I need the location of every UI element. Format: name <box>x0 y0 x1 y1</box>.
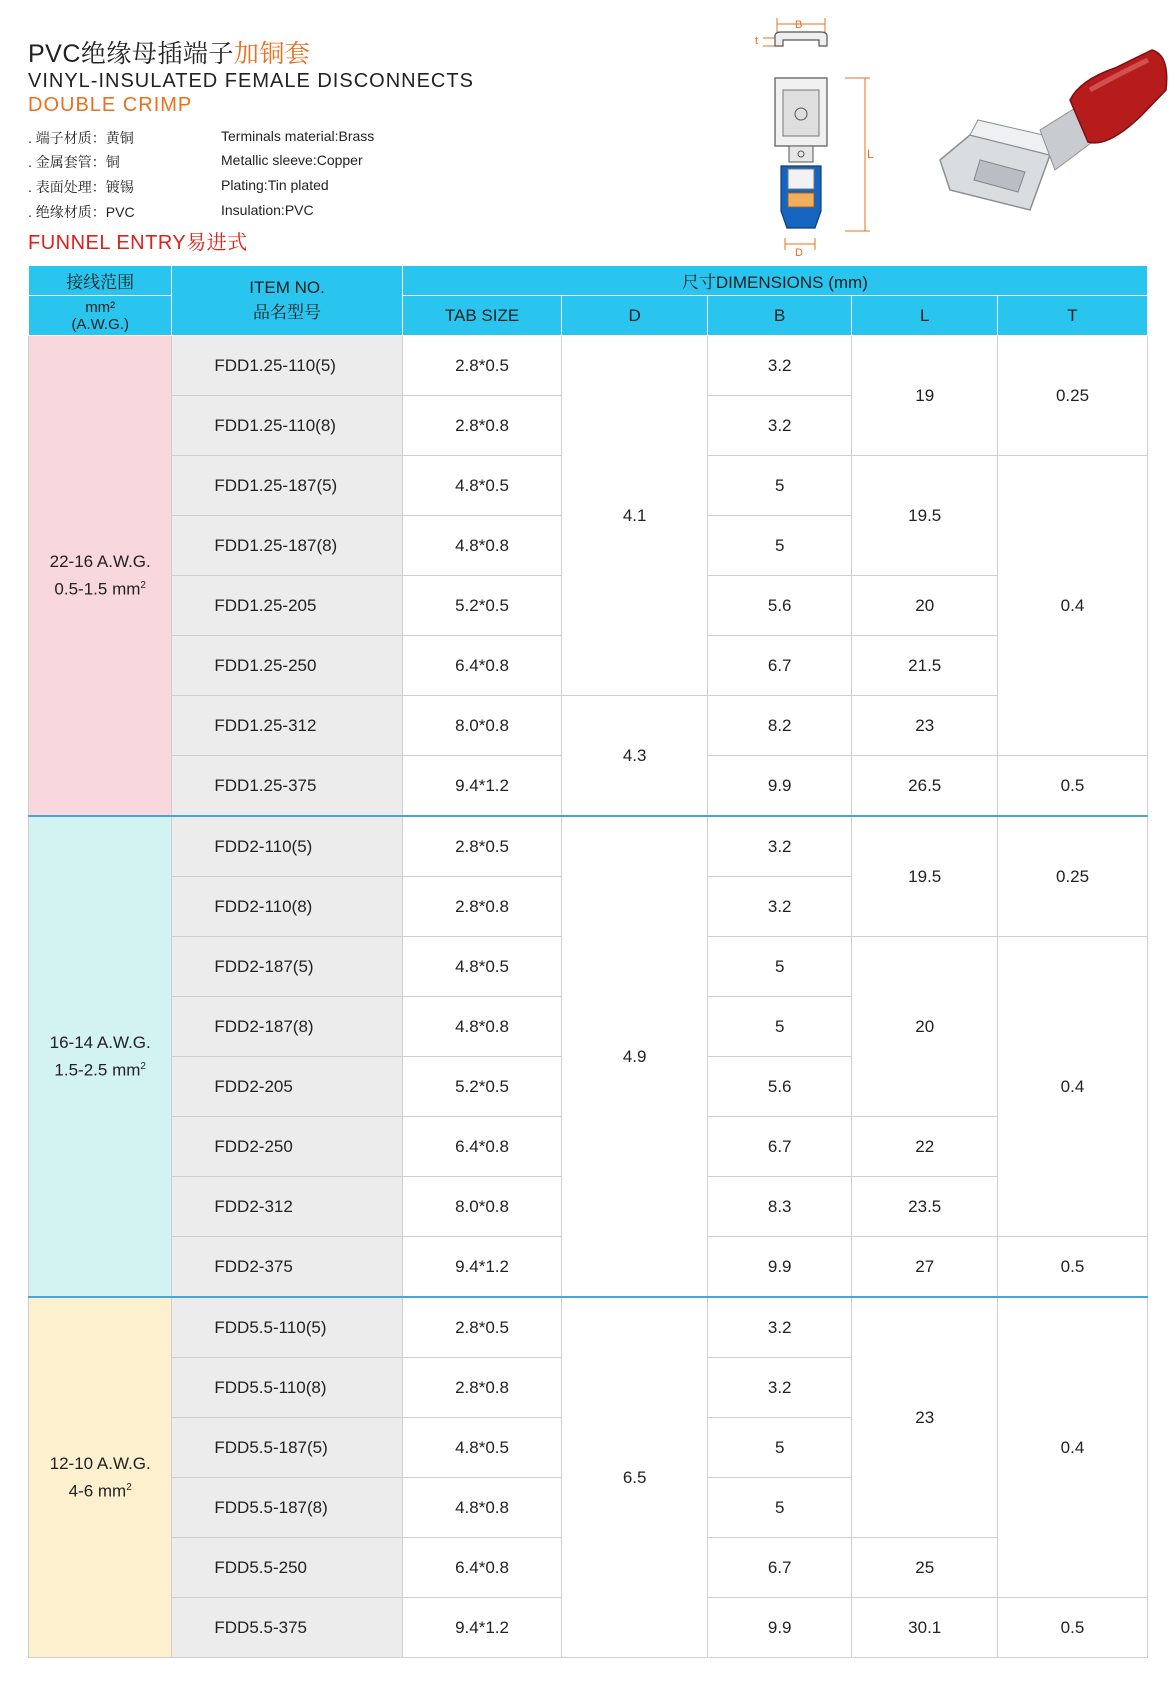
dim-b: 5 <box>707 1478 851 1538</box>
range-mm: 0.5-1.5 mm <box>54 579 141 599</box>
item-no: FDD2-375 <box>172 1237 402 1298</box>
item-no: FDD5.5-110(8) <box>172 1358 402 1418</box>
dim-b: 5 <box>707 937 851 997</box>
item-no: FDD1.25-312 <box>172 696 402 756</box>
tab-size: 8.0*0.8 <box>402 1177 562 1237</box>
item-no: FDD5.5-187(5) <box>172 1418 402 1478</box>
tab-size: 6.4*0.8 <box>402 636 562 696</box>
label-d: D <box>795 247 803 256</box>
range-sup: 2 <box>126 1481 132 1493</box>
item-no: FDD2-187(8) <box>172 997 402 1057</box>
tab-size: 9.4*1.2 <box>402 756 562 817</box>
dim-b: 3.2 <box>707 1297 851 1358</box>
tab-size: 5.2*0.5 <box>402 1057 562 1117</box>
header-t: T <box>998 296 1148 336</box>
table-row <box>29 336 1148 396</box>
wire-range-cell <box>29 1297 172 1658</box>
tab-size: 5.2*0.5 <box>402 576 562 636</box>
header-item-en: ITEM NO. <box>249 278 325 297</box>
tab-size: 2.8*0.8 <box>402 396 562 456</box>
table-row <box>29 816 1148 877</box>
item-no: FDD5.5-375 <box>172 1598 402 1658</box>
dim-l: 23 <box>852 1297 998 1538</box>
dim-b: 5 <box>707 1418 851 1478</box>
subtitle: DOUBLE CRIMP <box>28 94 193 116</box>
terminal-dimension-drawing <box>755 6 875 256</box>
dim-t: 0.5 <box>998 1598 1148 1658</box>
header-range-unit <box>29 296 172 336</box>
label-t: t <box>755 35 759 47</box>
item-no: FDD2-205 <box>172 1057 402 1117</box>
dim-t: 0.4 <box>998 456 1148 756</box>
spec-en: Insulation:PVC <box>221 202 314 218</box>
dim-b: 5.6 <box>707 1057 851 1117</box>
title-en: VINYL-INSULATED FEMALE DISCONNECTS <box>28 70 474 92</box>
dim-b: 5 <box>707 456 851 516</box>
item-no: FDD2-110(8) <box>172 877 402 937</box>
dim-l: 26.5 <box>852 756 998 817</box>
range-mm: 1.5-2.5 mm <box>54 1060 141 1080</box>
dim-t: 0.5 <box>998 1237 1148 1298</box>
tab-size: 2.8*0.8 <box>402 1358 562 1418</box>
dim-b: 5 <box>707 997 851 1057</box>
item-no: FDD1.25-110(5) <box>172 336 402 396</box>
dim-l: 23.5 <box>852 1177 998 1237</box>
item-no: FDD1.25-375 <box>172 756 402 817</box>
dim-b: 8.3 <box>707 1177 851 1237</box>
spec-en: Metallic sleeve:Copper <box>221 152 363 168</box>
dim-t: 0.4 <box>998 1297 1148 1598</box>
dim-b: 6.7 <box>707 636 851 696</box>
wire-range-cell <box>29 816 172 1297</box>
spec-cn: . 表面处理：镀锡 <box>28 179 134 195</box>
dim-l: 23 <box>852 696 998 756</box>
dim-t: 0.25 <box>998 816 1148 937</box>
item-no: FDD2-110(5) <box>172 816 402 877</box>
range-awg: 22-16 A.W.G. <box>49 551 151 571</box>
item-no: FDD5.5-110(5) <box>172 1297 402 1358</box>
dim-l: 21.5 <box>852 636 998 696</box>
spec-cn: . 端子材质：黄铜 <box>28 130 134 146</box>
dim-b: 6.7 <box>707 1117 851 1177</box>
dim-b: 5 <box>707 516 851 576</box>
item-no: FDD1.25-250 <box>172 636 402 696</box>
header-range-cn: 接线范围 <box>29 266 172 296</box>
table-row <box>29 696 1148 756</box>
spec-en: Terminals material:Brass <box>221 128 375 144</box>
item-no: FDD5.5-250 <box>172 1538 402 1598</box>
header-d: D <box>562 296 708 336</box>
dim-b: 9.9 <box>707 756 851 817</box>
title-cn-accent: 加铜套 <box>233 40 311 68</box>
dim-b: 3.2 <box>707 336 851 396</box>
range-awg: 16-14 A.W.G. <box>49 1032 151 1052</box>
range-mm: 4-6 mm <box>68 1481 127 1501</box>
tab-size: 9.4*1.2 <box>402 1598 562 1658</box>
dim-b: 3.2 <box>707 877 851 937</box>
dim-l: 20 <box>852 576 998 636</box>
dim-b: 6.7 <box>707 1538 851 1598</box>
dim-d: 4.9 <box>562 816 708 1297</box>
item-no: FDD1.25-205 <box>172 576 402 636</box>
tab-size: 4.8*0.8 <box>402 997 562 1057</box>
tab-size: 4.8*0.5 <box>402 937 562 997</box>
dim-l: 27 <box>852 1237 998 1298</box>
dim-l: 19.5 <box>852 816 998 937</box>
dim-b: 3.2 <box>707 816 851 877</box>
dim-b: 9.9 <box>707 1598 851 1658</box>
item-no: FDD1.25-110(8) <box>172 396 402 456</box>
header-range-mm: mm² <box>85 298 116 316</box>
item-no: FDD2-187(5) <box>172 937 402 997</box>
header-dimensions: 尺寸DIMENSIONS (mm) <box>402 266 1147 296</box>
dim-l: 30.1 <box>852 1598 998 1658</box>
dim-b: 3.2 <box>707 396 851 456</box>
dim-l: 19 <box>852 336 998 456</box>
tab-size: 4.8*0.8 <box>402 1478 562 1538</box>
header-range-awg: (A.W.G.) <box>71 315 129 333</box>
tab-size: 2.8*0.5 <box>402 336 562 396</box>
terminal-product-photo <box>930 20 1170 240</box>
tab-size: 6.4*0.8 <box>402 1538 562 1598</box>
spec-cn: . 金属套管：铜 <box>28 154 120 170</box>
spec-en: Plating:Tin plated <box>221 177 329 193</box>
tab-size: 6.4*0.8 <box>402 1117 562 1177</box>
tab-size: 2.8*0.5 <box>402 1297 562 1358</box>
title-cn: PVC绝缘母插端子 <box>28 40 234 68</box>
dim-d: 4.1 <box>562 336 708 696</box>
spec-cn: . 绝缘材质：PVC <box>28 204 135 220</box>
item-no: FDD2-250 <box>172 1117 402 1177</box>
header-l: L <box>852 296 998 336</box>
header-item <box>172 266 402 336</box>
dim-l: 19.5 <box>852 456 998 576</box>
label-b: B <box>795 19 803 31</box>
header-tab-size: TAB SIZE <box>402 296 562 336</box>
tab-size: 4.8*0.5 <box>402 1418 562 1478</box>
dimensions-table <box>28 265 1148 1658</box>
dim-b: 9.9 <box>707 1237 851 1298</box>
item-no: FDD1.25-187(8) <box>172 516 402 576</box>
table-row <box>29 1297 1148 1358</box>
range-sup: 2 <box>140 1060 146 1072</box>
dim-t: 0.25 <box>998 336 1148 456</box>
dim-b: 5.6 <box>707 576 851 636</box>
dim-b: 3.2 <box>707 1358 851 1418</box>
dim-t: 0.4 <box>998 937 1148 1237</box>
wire-range-cell <box>29 336 172 817</box>
tab-size: 2.8*0.5 <box>402 816 562 877</box>
range-awg: 12-10 A.W.G. <box>49 1453 151 1473</box>
dim-l: 20 <box>852 937 998 1117</box>
tab-size: 4.8*0.8 <box>402 516 562 576</box>
dim-d: 4.3 <box>562 696 708 817</box>
header-item-cn: 品名型号 <box>253 303 322 322</box>
page-title <box>28 34 310 70</box>
dim-b: 8.2 <box>707 696 851 756</box>
label-l: L <box>867 147 874 161</box>
header-b: B <box>707 296 851 336</box>
tab-size: 2.8*0.8 <box>402 877 562 937</box>
item-no: FDD5.5-187(8) <box>172 1478 402 1538</box>
item-no: FDD2-312 <box>172 1177 402 1237</box>
funnel-entry-label: FUNNEL ENTRY易进式 <box>28 232 248 254</box>
dim-d: 6.5 <box>562 1297 708 1658</box>
tab-size: 9.4*1.2 <box>402 1237 562 1298</box>
dim-l: 25 <box>852 1538 998 1598</box>
tab-size: 8.0*0.8 <box>402 696 562 756</box>
tab-size: 4.8*0.5 <box>402 456 562 516</box>
dim-l: 22 <box>852 1117 998 1177</box>
item-no: FDD1.25-187(5) <box>172 456 402 516</box>
range-sup: 2 <box>140 579 146 591</box>
dim-t: 0.5 <box>998 756 1148 817</box>
